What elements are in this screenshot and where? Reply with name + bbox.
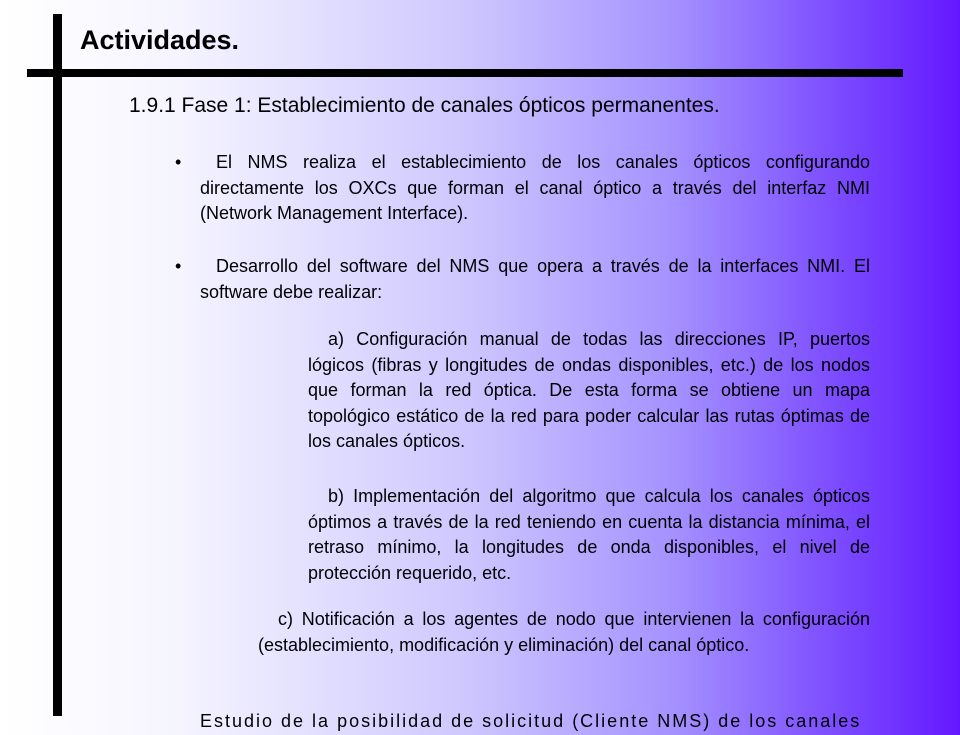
bullet-icon: • bbox=[175, 256, 182, 276]
truncated-text-line: Estudio de la posibilidad de solicitud (Cliente NMS) de los canales bbox=[200, 711, 862, 731]
sub-item-b: b) Implementación del algoritmo que calcula los canales ópticos óptimos a través de la red teniendo en cuenta la distancia mínima, el retraso mínimo, la longitudes de onda disponibles, el nivel de protección requerido, etc. bbox=[308, 486, 870, 583]
sub-item-c: c) Notificación a los agentes de nodo que intervienen la configuración (establecimiento, modificación y eliminación) del canal óptico. bbox=[258, 609, 870, 655]
horizontal-rule bbox=[27, 69, 903, 77]
sub-item-a: a) Configuración manual de todas las direcciones IP, puertos lógicos (fibras y longitudes de ondas disponibles, etc.) de los nodos que forman la red óptica. De esta forma se obtiene un mapa topológico estático de la red para poder calcular las rutas óptimas de los canales ópticos. bbox=[308, 329, 870, 451]
bullet-item: Desarrollo del software del NMS que opera a través de la interfaces NMI. El software debe realizar: bbox=[200, 256, 870, 302]
section-heading: 1.9.1 Fase 1: Establecimiento de canales ópticos permanentes. bbox=[129, 94, 720, 117]
slide-title: Actividades. bbox=[80, 25, 240, 55]
bullet-icon: • bbox=[175, 152, 182, 172]
bullet-item: El NMS realiza el establecimiento de los canales ópticos configurando directamente los OXCs que forman el canal óptico a través del interfaz NMI (Network Management Interface). bbox=[200, 152, 870, 223]
vertical-rule bbox=[53, 14, 62, 716]
